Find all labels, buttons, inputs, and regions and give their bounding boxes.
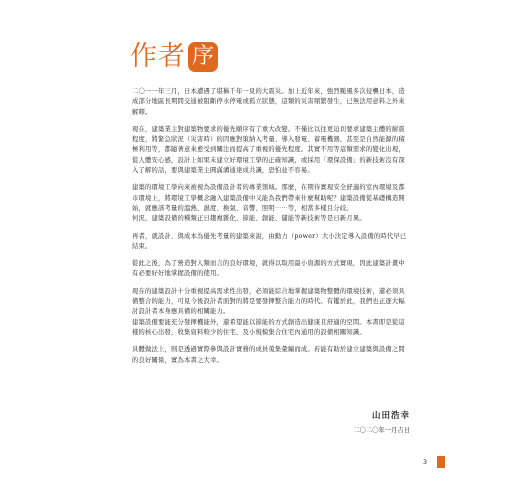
signature-date: 二〇二〇年一月吉日 [353,427,410,434]
author-signature: 山田浩幸 [371,411,410,421]
paragraph: 二〇一一年三月，日本遭遇了堪稱千年一見的大震災。加上近年來，強烈颱風多次侵襲日本，造成部分地區長期間交通被阻斷停水停電或孤立狀態，這類的災害頻繁發生，已無法用意料之外來解釋。 [132,88,405,116]
preface-title-highlight: 序 [191,44,214,69]
paragraph: 現在，建築業主對建築物要求的優先順序有了重大改變。不僅比以往更迫切要求建築主體的耐震程度，將緊急狀況（災害時）的因應對策納入考量、導入發電、蓄電機器，甚至是自然能源的積極利用等，都隨著意來愈受到關注而提高了重視的優先程度。其實不用等這類需求的變化出現，從人體安心感，設計上如果未建立好環境工學的正確知識，或採用「環保設備」的新技術沒有深入了解的話，要與建築業主圓滿溝通達成共識，恐怕並不容易。 [132,125,405,175]
preface-body [132,87,410,366]
paragraph: 何況，建築設備的種類正日趨複雜化，節能、創能、儲能等新技術等是日新月異。 [132,215,366,223]
paragraph: 再者，就設計、與成本為優先考量的建築來說，由動力（power）大小決定導入設備的時代早已結束。 [132,232,407,250]
paragraph: 具體做法上，則是透過實際參與設計實務的成員蒐集彙編而成。若能有助於建立建築與設備之間的良好關係，實為本書之大幸。 [132,346,405,364]
page-number: 3 [423,459,428,466]
preface-title: 作者 [130,41,186,72]
paragraph: 建築的環境工學向來被視為設備設計者的專業領域。那麼，在期待實現安全舒適的室內環境及都市環境上，將環境工學概念融入建築設備中又能為我們帶來什麼幫助呢？建築設備從基礎構造開始，就應該考量的溫熱、濕度、換氣、音響、照明⋯⋯等，相當多樣且分歧。 [132,184,405,212]
paragraph: 建築設備要能充分發揮機能外，還希望能以節能的方式創造出健康且舒適的空間。本書即是從這樣的核心出發，收集資料較少的住宅、及小規模集合住宅內通用的設備相關知識。 [132,318,405,336]
page-edge-marker [437,456,445,468]
preface-title-highlight-box [188,42,218,72]
paragraph: 現在的建築設計十分重視提高需求性出發，必須能綜合地掌握建築物整體的環境技術，還必須具備整合的能力，可見今後設計者面對的將是要發揮整合能力的時代。有鑑於此，我們也正逐大幅討設計者本身應具備的相關能力。 [132,287,405,316]
paragraph: 從此之後，為了營造對人類而言的良好環境，就得以取用最小資源的方式實現，因此建築計畫中有必要好好地掌握設備的使用。 [132,260,405,278]
